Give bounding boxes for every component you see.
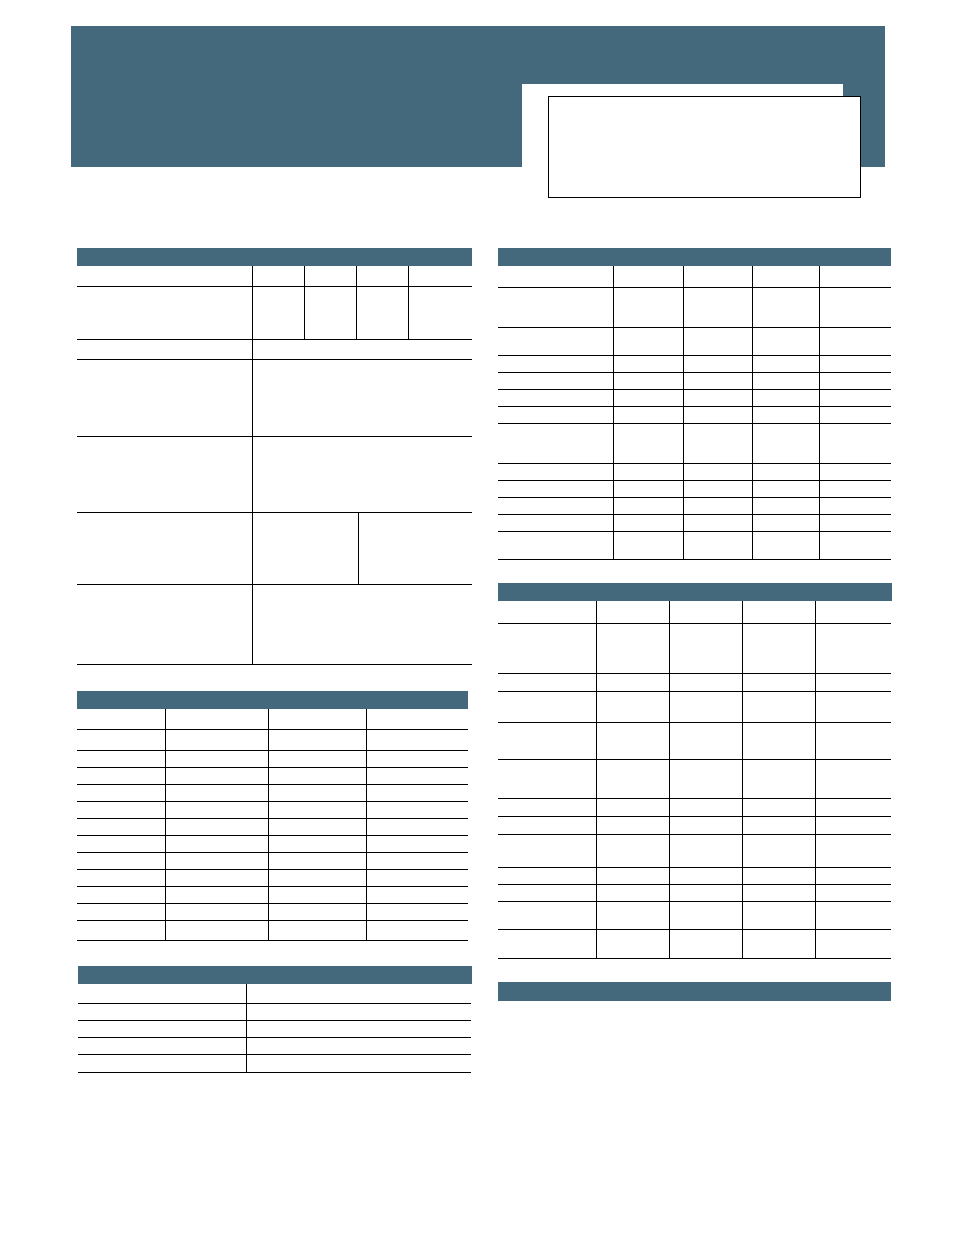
- right-table-2-header-bar: [498, 583, 892, 601]
- column-rule: [742, 601, 743, 958]
- left-table-3-header-bar: [78, 966, 472, 984]
- row-rule: [498, 406, 891, 407]
- row-rule: [498, 867, 891, 868]
- row-rule: [498, 691, 891, 692]
- row-rule: [498, 834, 891, 835]
- row-rule: [77, 436, 472, 437]
- column-rule: [752, 266, 753, 559]
- row-rule: [77, 852, 468, 853]
- row-rule: [78, 1037, 471, 1038]
- column-rule: [252, 266, 253, 664]
- row-rule: [498, 389, 891, 390]
- row-rule: [77, 940, 468, 941]
- row-rule: [78, 1003, 471, 1004]
- row-rule: [77, 512, 472, 513]
- row-rule: [77, 339, 472, 340]
- row-rule: [498, 884, 891, 885]
- row-rule: [77, 869, 468, 870]
- right-table-3-header-bar: [498, 982, 891, 1001]
- row-rule: [498, 423, 891, 424]
- column-rule: [819, 266, 820, 559]
- column-rule: [815, 601, 816, 958]
- row-rule: [77, 801, 468, 802]
- right-table-1-header-bar: [498, 248, 891, 266]
- row-rule: [77, 886, 468, 887]
- row-rule: [498, 816, 891, 817]
- row-rule: [498, 673, 891, 674]
- row-rule: [77, 359, 472, 360]
- column-rule: [304, 266, 305, 339]
- header-callout-box: [548, 96, 861, 198]
- column-rule: [408, 266, 409, 339]
- column-rule: [165, 709, 166, 940]
- row-rule: [77, 664, 472, 665]
- row-rule: [498, 531, 891, 532]
- row-rule: [498, 463, 891, 464]
- row-rule: [77, 286, 472, 287]
- column-rule: [366, 709, 367, 940]
- column-rule: [268, 709, 269, 940]
- row-rule: [77, 767, 468, 768]
- row-rule: [77, 835, 468, 836]
- row-rule: [77, 784, 468, 785]
- row-rule: [498, 514, 891, 515]
- row-rule: [498, 372, 891, 373]
- row-rule: [498, 759, 891, 760]
- row-rule: [77, 584, 472, 585]
- row-rule: [77, 750, 468, 751]
- row-rule: [77, 729, 468, 730]
- row-rule: [498, 722, 891, 723]
- row-rule: [498, 559, 891, 560]
- row-rule: [498, 497, 891, 498]
- column-rule: [669, 601, 670, 958]
- column-rule: [613, 266, 614, 559]
- column-rule: [596, 601, 597, 958]
- row-rule: [498, 958, 891, 959]
- row-rule: [78, 1054, 471, 1055]
- row-rule: [498, 901, 891, 902]
- row-rule: [498, 287, 891, 288]
- column-rule: [683, 266, 684, 559]
- row-rule: [78, 1020, 471, 1021]
- row-rule: [498, 623, 891, 624]
- row-rule: [498, 327, 891, 328]
- column-rule: [246, 984, 247, 1072]
- left-table-2-header-bar: [77, 691, 468, 709]
- row-rule: [498, 355, 891, 356]
- row-rule: [78, 1072, 471, 1073]
- row-rule: [77, 818, 468, 819]
- left-table-1-header-bar: [77, 248, 472, 266]
- row-rule: [498, 480, 891, 481]
- column-rule: [356, 266, 357, 339]
- column-rule: [358, 512, 359, 584]
- row-rule: [77, 920, 468, 921]
- row-rule: [77, 903, 468, 904]
- row-rule: [498, 798, 891, 799]
- row-rule: [498, 929, 891, 930]
